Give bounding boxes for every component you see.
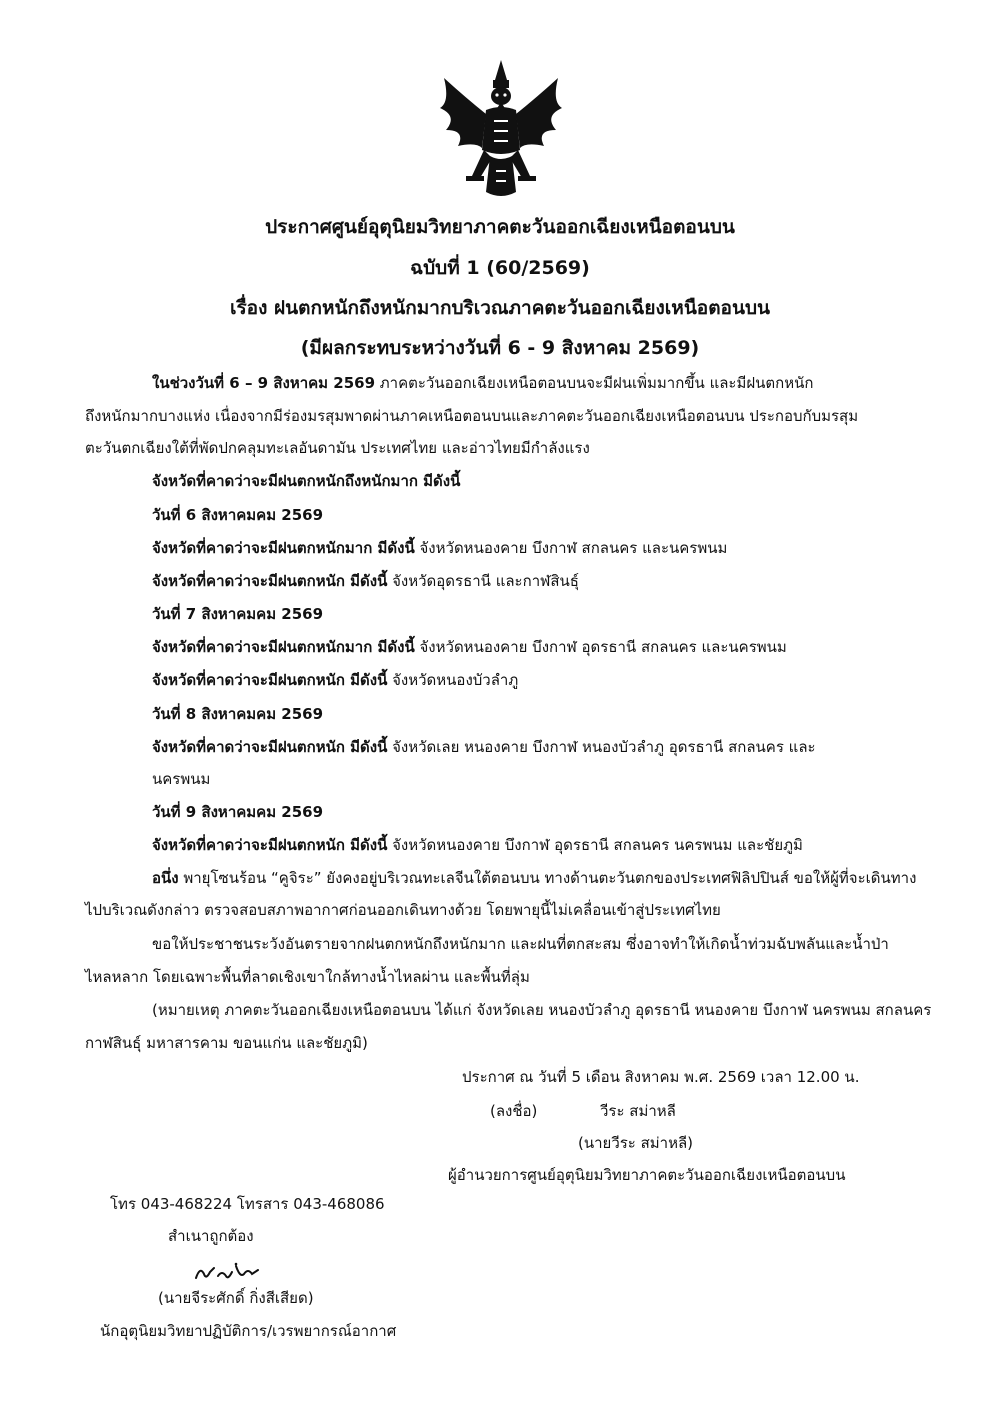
day-7-very-heavy-list: จังหวัดหนองคาย บึงกาฬ อุดรธานี สกลนคร และนครพนม [414,638,787,656]
announcement-title: ประกาศศูนย์อุตุนิยมวิทยาภาคตะวันออกเฉียงเหนือตอนบน [265,216,735,238]
storm-line-2: ไปบริเวณดังกล่าว ตรวจสอบสภาพอากาศก่อนออกเดินทางด้วย โดยพายุนี้ไม่เคลื่อนเข้าสู่ประเทศไทย [85,901,721,919]
intro-line-1 [152,372,813,394]
provinces-heading: จังหวัดที่คาดว่าจะมีฝนตกหนักถึงหนักมาก มีดังนี้ [152,472,461,490]
day-7-very-heavy [152,636,787,658]
day-9-heavy-list: จังหวัดหนองคาย บึงกาฬ อุดรธานี สกลนคร นครพนม และชัยภูมิ [387,836,803,854]
day-9-date: วันที่ 9 สิงหาคมคม 2569 [152,803,324,821]
intro-line-3: ตะวันตกเฉียงใต้ที่พัดปกคลุมทะเลอันดามัน ประเทศไทย และอ่าวไทยมีกำลังแรง [85,439,590,457]
day-7-date: วันที่ 7 สิงหาคมคม 2569 [152,605,324,623]
day-7-very-heavy-label: จังหวัดที่คาดว่าจะมีฝนตกหนักมาก มีดังนี้ [152,638,415,656]
day-8-date: วันที่ 8 สิงหาคมคม 2569 [152,705,324,723]
storm-line-1 [152,867,916,889]
intro-line-2: ถึงหนักมากบางแห่ง เนื่องจากมีร่องมรสุมพาดผ่านภาคเหนือตอนบนและภาคตะวันออกเฉียงเหนือตอนบน ประกอบกับมรสุม [85,407,859,425]
signer-name: วีระ สม่าหลี [600,1102,676,1120]
intro-lead: ในช่วงวันที่ 6 – 9 สิงหาคม 2569 [152,374,376,392]
signed-label: (ลงชื่อ) [490,1102,538,1120]
day-6-heavy-label: จังหวัดที่คาดว่าจะมีฝนตกหนัก มีดังนี้ [152,572,388,590]
day-7-heavy [152,669,518,691]
garuda-emblem-icon [436,58,566,204]
day-7-heavy-label: จังหวัดที่คาดว่าจะมีฝนตกหนัก มีดังนี้ [152,671,388,689]
certifier-name: (นายจีระศักดิ์ กิ่งสีเสียด) [158,1289,314,1307]
day-9-heavy-label: จังหวัดที่คาดว่าจะมีฝนตกหนัก มีดังนี้ [152,836,388,854]
day-7-heavy-list: จังหวัดหนองบัวลำภู [387,671,519,689]
day-6-date: วันที่ 6 สิงหาคมคม 2569 [152,506,324,524]
day-6-heavy-list: จังหวัดอุดรธานี และกาฬสินธุ์ [387,572,579,590]
announced-date: ประกาศ ณ วันที่ 5 เดือน สิงหาคม พ.ศ. 2569 เวลา 12.00 น. [462,1068,860,1086]
signer-position: ผู้อำนวยการศูนย์อุตุนิยมวิทยาภาคตะวันออกเฉียงเหนือตอนบน [448,1166,846,1184]
note-line-2: กาฬสินธุ์ มหาสารคาม ขอนแก่น และชัยภูมิ) [85,1034,368,1052]
certifier-position: นักอุตุนิยมวิทยาปฏิบัติการ/เวรพยากรณ์อากาศ [100,1322,397,1340]
day-6-very-heavy [152,537,727,559]
storm-text-1: พายุโซนร้อน “คูจิระ” ยังคงอยู่บริเวณทะเลจีนใต้ตอนบน ทางด้านตะวันตกของประเทศฟิลิปปินส์ ขอให้ผู้ที่จะเดินทาง [178,869,917,887]
day-8-heavy-list-2: นครพนม [152,770,211,788]
announcement-effective-period: (มีผลกระทบระหว่างวันที่ 6 - 9 สิงหาคม 2569) [300,337,700,359]
day-8-heavy [152,736,816,758]
day-6-heavy [152,570,579,592]
contact-info: โทร 043-468224 โทรสาร 043-468086 [110,1195,385,1213]
signer-full-name: (นายวีระ สม่าหลี) [578,1134,694,1152]
announcement-subject: เรื่อง ฝนตกหนักถึงหนักมากบริเวณภาคตะวันออกเฉียงเหนือตอนบน [229,297,770,319]
day-6-very-heavy-label: จังหวัดที่คาดว่าจะมีฝนตกหนักมาก มีดังนี้ [152,539,415,557]
warning-line-1: ขอให้ประชาชนระวังอันตรายจากฝนตกหนักถึงหนักมาก และฝนที่ตกสะสม ซึ่งอาจทำให้เกิดน้ำท่วมฉับพลันและน้ำป่า [152,935,889,953]
certified-copy-label: สำเนาถูกต้อง [168,1227,254,1245]
storm-lead: อนึ่ง [152,869,179,887]
intro-text-1: ภาคตะวันออกเฉียงเหนือตอนบนจะมีฝนเพิ่มมากขึ้น และมีฝนตกหนัก [375,374,814,392]
warning-line-2: ไหลหลาก โดยเฉพาะพื้นที่ลาดเชิงเขาใกล้ทางน้ำไหลผ่าน และพื้นที่ลุ่ม [85,968,530,986]
day-9-heavy [152,834,803,856]
day-8-heavy-list-1: จังหวัดเลย หนองคาย บึงกาฬ หนองบัวลำภู อุดรธานี สกลนคร และ [387,738,816,756]
handwritten-signature [192,1260,262,1286]
announcement-number: ฉบับที่ 1 (60/2569) [410,257,590,279]
note-line-1: (หมายเหตุ ภาคตะวันออกเฉียงเหนือตอนบน ได้แก่ จังหวัดเลย หนองบัวลำภู อุดรธานี หนองคาย บึงกาฬ นครพนม สกลนคร [152,1001,932,1019]
day-6-very-heavy-list: จังหวัดหนองคาย บึงกาฬ สกลนคร และนครพนม [414,539,728,557]
day-8-heavy-label: จังหวัดที่คาดว่าจะมีฝนตกหนัก มีดังนี้ [152,738,388,756]
